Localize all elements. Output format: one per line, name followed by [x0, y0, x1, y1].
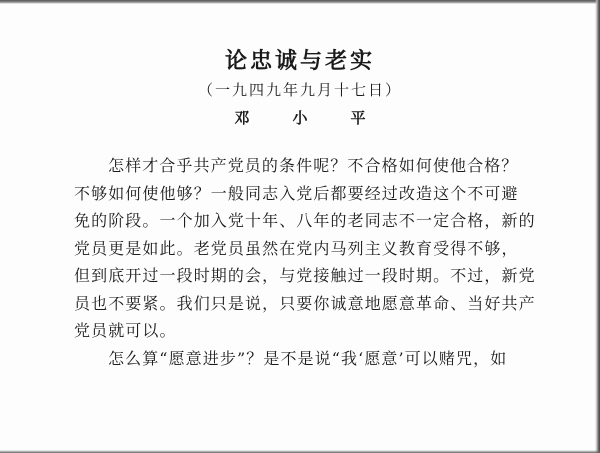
paragraph-1-line: 怎样才合乎共产党员的条件呢？不合格如何使他合格？	[108, 156, 519, 175]
document-title: 论忠诚与老实	[224, 48, 375, 74]
paragraph-1-line: 但到底开过一段时期的会，与党接触过一段时期。不过，新党	[74, 266, 536, 285]
body-text	[74, 152, 536, 372]
paragraph-1-line: 党员更是如此。老党员虽然在党内马列主义教育受得不够，	[74, 238, 519, 258]
document-date: （一九四九年九月十七日）	[197, 81, 402, 99]
scan-edge-top	[0, 0, 600, 4]
paragraph-1-line: 党员就可以。	[74, 321, 177, 340]
paragraph-2-line: 怎么算“愿意进步”？是不是说“我‘愿意’可以赌咒，如	[108, 348, 508, 368]
paragraph-1-line: 免的阶段。一个加入党十年、八年的老同志不一定合格，新的	[74, 211, 536, 230]
paragraph-1-line: 不够如何使他够？一般同志入党后都要经过改造这个不可避	[74, 183, 519, 203]
paragraph-1-line: 员也不要紧。我们只是说，只要你诚意地愿意革命、当好共产	[74, 293, 536, 313]
document-author: 邓 小 平	[234, 109, 380, 127]
